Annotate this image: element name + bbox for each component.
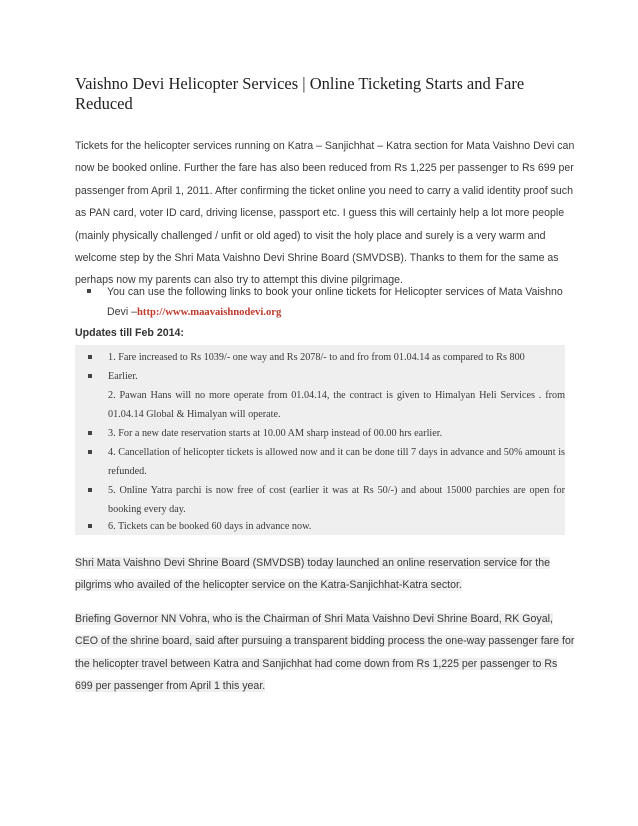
list-item: 4. Cancellation of helicopter tickets is allowed now and it can be done till 7 days in advance and 50% amount is refunded. — [75, 443, 565, 481]
updates-heading: Updates till Feb 2014: — [75, 327, 184, 339]
list-item: 3. For a new date reservation starts at 10.00 AM sharp instead of 00.00 hrs earlier. — [75, 424, 565, 443]
booking-link[interactable]: http://www.maavaishnodevi.org — [137, 307, 282, 318]
bullet-icon — [88, 374, 92, 378]
updates-list — [75, 345, 565, 535]
booking-link-bullet — [87, 282, 567, 323]
list-item: 6. Tickets can be booked 60 days in advance now. — [75, 517, 565, 536]
booking-link-text: You can use the following links to book your online tickets for Helicopter services of Mata Vaishno Devi – — [107, 286, 563, 318]
bullet-icon — [87, 289, 91, 293]
bullet-icon — [88, 524, 92, 528]
list-item: Earlier. — [75, 367, 565, 386]
briefing-paragraph: Briefing Governor NN Vohra, who is the Chairman of Shri Mata Vaishno Devi Shrine Board, RK Goyal, CEO of the shrine board, said after pursuing a transparent bidding process the one-way passenger fare for the helicopter travel between Katra and Sanjichhat had come down from Rs 1,225 per passenger to Rs 699 per passenger from April 1 this year. — [75, 613, 575, 693]
list-item: 5. Online Yatra parchi is now free of cost (earlier it was at Rs 50/-) and about 15000 parchies are open for booking every day. — [75, 481, 565, 519]
bullet-icon — [88, 488, 92, 492]
bullet-icon — [88, 431, 92, 435]
intro-paragraph: Tickets for the helicopter services running on Katra – Sanjichhat – Katra section for Mata Vaishno Devi can now be booked online. Further the fare has also been reduced from Rs 1,225 per passenger to Rs 699 per passenger from April 1, 2011. After confirming the ticket online you need to carry a valid identity proof such as PAN card, voter ID card, driving license, passport etc. I guess this will certainly help a lot more people (mainly physically challenged / unfit or old aged) to visit the holy place and surely is a very warm and welcome step by the Shri Mata Vaishno Devi Shrine Board (SMVDSB). Thanks to them for the same as perhaps now my parents can also try to attempt this divine pilgrimage. — [75, 140, 575, 287]
bullet-icon — [88, 355, 92, 359]
list-item: 2. Pawan Hans will no more operate from 01.04.14, the contract is given to Himalyan Heli Services . from 01.04.14 Global & Himalyan will operate. — [108, 390, 565, 420]
reservation-paragraph: Shri Mata Vaishno Devi Shrine Board (SMVDSB) today launched an online reservation service for the pilgrims who availed of the helicopter service on the Katra-Sanjichhat-Katra sector. — [75, 557, 550, 592]
bullet-icon — [88, 450, 92, 454]
list-item: 1. Fare increased to Rs 1039/- one way and Rs 2078/- to and fro from 01.04.14 as compared to Rs 800 — [75, 348, 565, 367]
page-title: Vaishno Devi Helicopter Services | Online Ticketing Starts and Fare Reduced — [75, 74, 525, 113]
